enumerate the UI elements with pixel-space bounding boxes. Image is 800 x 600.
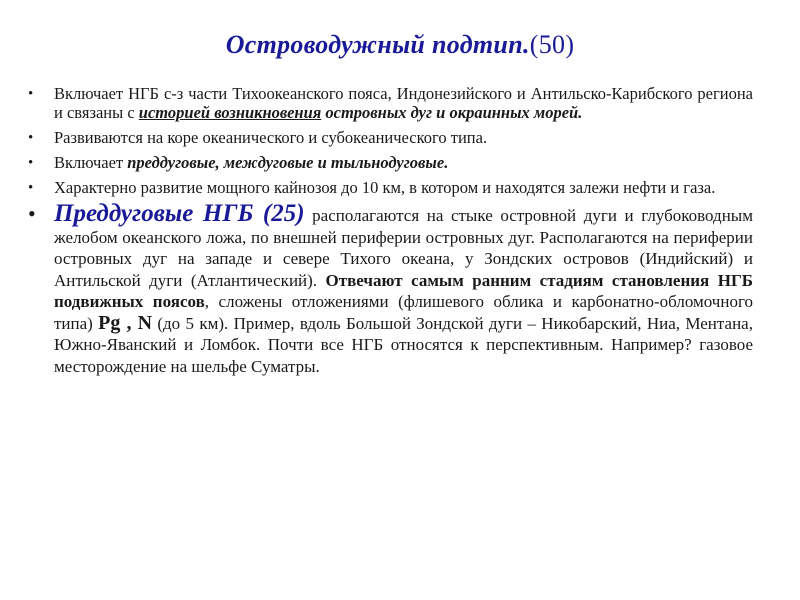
title-main: Островодужный подтип.	[225, 30, 530, 59]
title-number: (50)	[529, 30, 575, 59]
bullet-text: Включает НГБ с-з части Тихоокеанского пояса, Индонезийского и Антильско-Карибского региона и связаны с	[54, 84, 753, 122]
bullet-list	[28, 84, 753, 377]
main-bullet-age: Pg , N	[98, 311, 153, 334]
main-bullet-text: располагаются на стыке островной дуги и глубоководным желобом океанского ложа, по внешней периферии островных дуг. Располагаются на периферии островных дуг на западе и севере Тихого океана, у Зондских островов (Индийский) и Антильской дуги (Атлантический).	[54, 206, 753, 290]
bullet-emphasis: преддуговые, междуговые и тыльнодуговые.	[127, 153, 449, 172]
bullet-dot-icon: •	[28, 201, 36, 226]
bullet-item	[28, 128, 753, 147]
bullet-text: Развиваются на коре океанического и субокеанического типа.	[54, 128, 488, 147]
bullet-emphasis: островных дуг и окраинных морей.	[321, 103, 583, 122]
bullet-text: Включает	[54, 153, 128, 172]
bullet-dot-icon: •	[28, 155, 34, 171]
bullet-dot-icon: •	[28, 86, 34, 102]
main-bullet-item	[28, 200, 754, 377]
main-bullet-bold: Отвечают самым ранним стадиям становления НГБ подвижных поясов	[54, 270, 753, 311]
bullet-emphasis: историей возникновения	[138, 103, 322, 122]
main-bullet-text: (до 5 км). Пример, вдоль Большой Зондской дуги – Никобарский, Ниа, Ментана, Южно-Яванский и Ломбок. Почти все НГБ относятся к перспективным. Например? газовое месторождение на шельфе Суматры.	[54, 313, 753, 376]
bullet-item	[28, 84, 753, 122]
bullet-dot-icon: •	[28, 130, 34, 146]
slide-title	[0, 30, 800, 60]
bullet-dot-icon: •	[28, 180, 34, 196]
bullet-item	[28, 178, 753, 197]
bullet-text: Характерно развитие мощного кайнозоя до 10 км, в котором и находятся залежи нефти и газа.	[54, 178, 716, 197]
main-bullet-lead: Преддуговые НГБ (25)	[54, 200, 305, 227]
bullet-item	[28, 153, 753, 172]
main-bullet-text: , сложены отложениями (флишевого облика и карбонатно-обломочного типа)	[54, 292, 754, 333]
